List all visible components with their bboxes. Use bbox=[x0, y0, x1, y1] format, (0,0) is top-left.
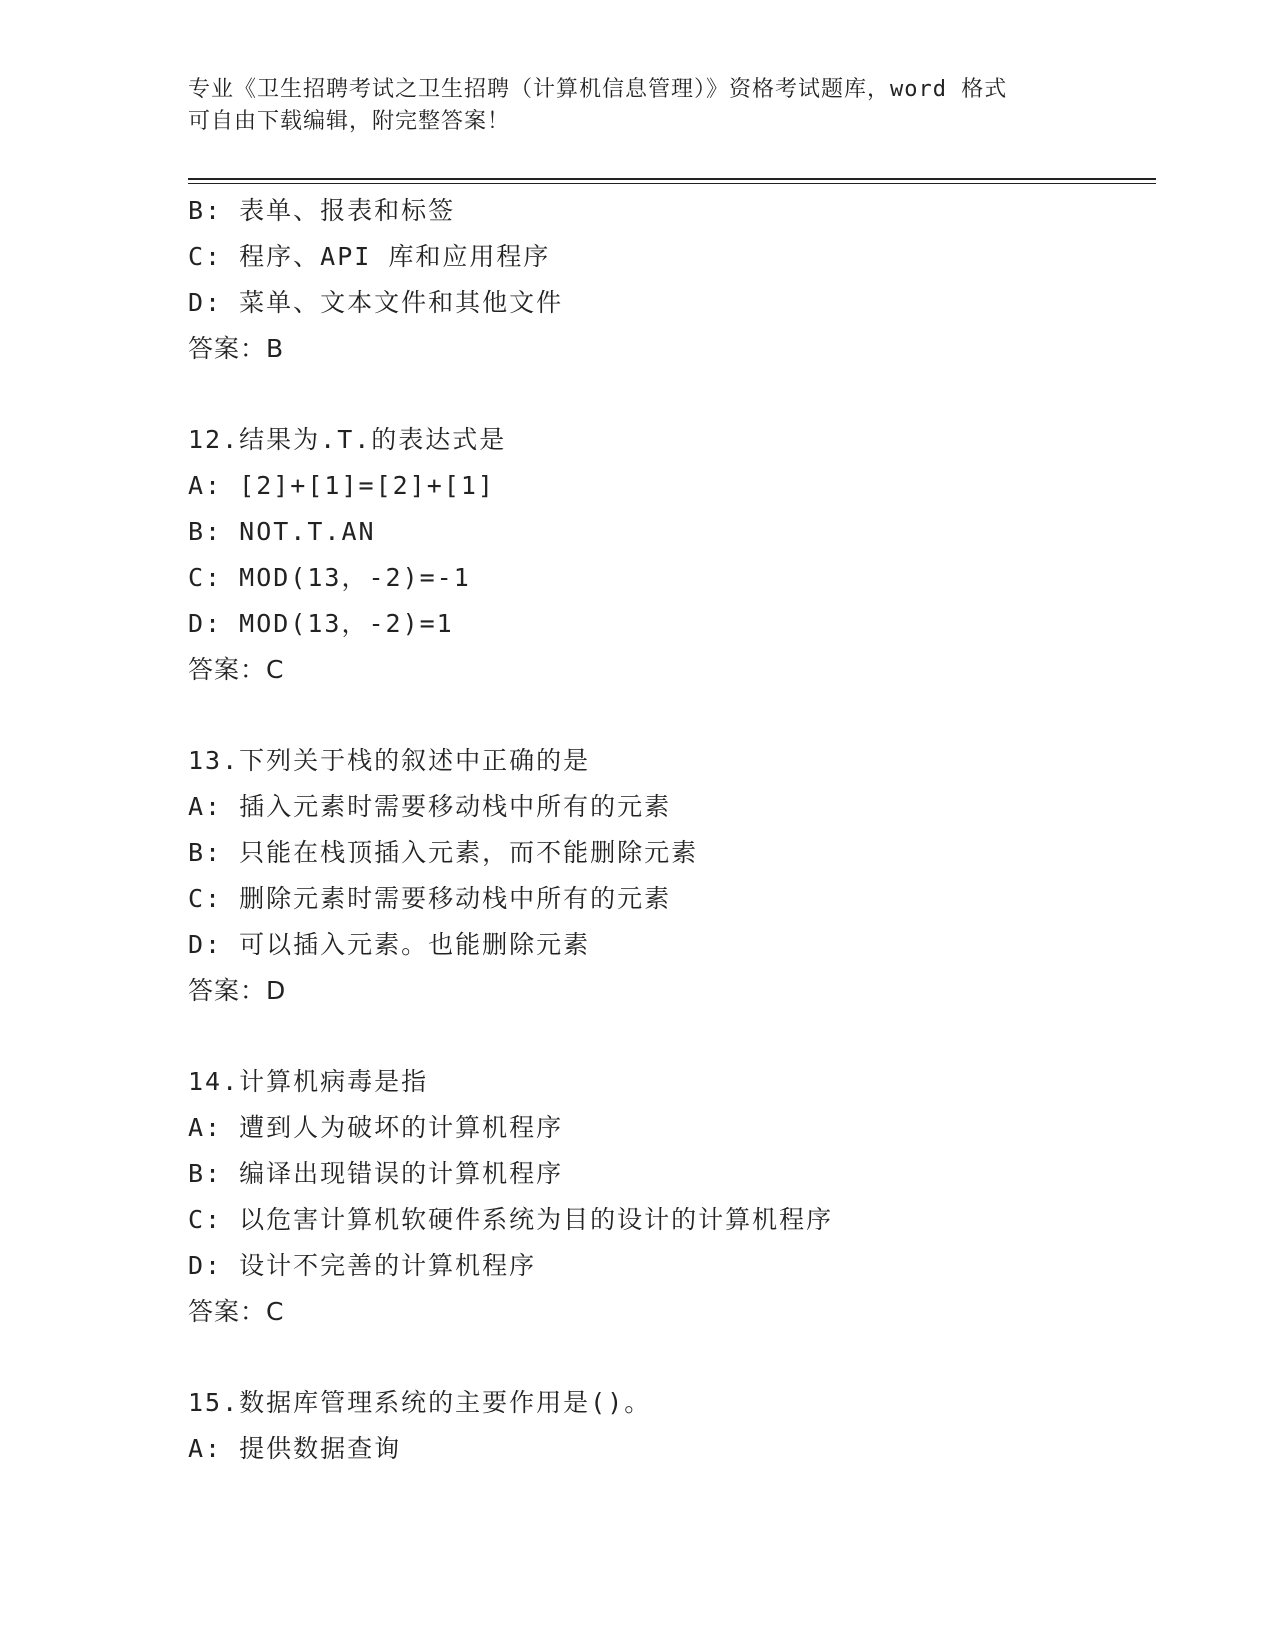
q14-option-a: A: 遭到人为破坏的计算机程序 bbox=[188, 1113, 564, 1142]
header-line-2: 可自由下载编辑，附完整答案！ bbox=[188, 109, 511, 134]
q11-answer: 答案：B bbox=[188, 334, 285, 363]
q14-question: 14.计算机病毒是指 bbox=[188, 1067, 429, 1096]
question-13 bbox=[188, 738, 1168, 1014]
header-divider bbox=[188, 178, 1156, 180]
q13-option-c: C: 删除元素时需要移动栈中所有的元素 bbox=[188, 884, 672, 913]
question-11 bbox=[188, 188, 1168, 372]
question-14 bbox=[188, 1059, 1168, 1335]
q13-question: 13.下列关于栈的叙述中正确的是 bbox=[188, 746, 591, 775]
q13-option-d: D: 可以插入元素。也能删除元素 bbox=[188, 930, 591, 959]
header-divider-thin bbox=[188, 183, 1156, 184]
q13-option-a: A: 插入元素时需要移动栈中所有的元素 bbox=[188, 792, 672, 821]
q13-option-b: B: 只能在栈顶插入元素，而不能删除元素 bbox=[188, 838, 699, 867]
q15-option-a: A: 提供数据查询 bbox=[188, 1434, 402, 1463]
q14-option-b: B: 编译出现错误的计算机程序 bbox=[188, 1159, 564, 1188]
question-list bbox=[188, 188, 1168, 1472]
question-12 bbox=[188, 417, 1168, 693]
q15-question: 15.数据库管理系统的主要作用是()。 bbox=[188, 1388, 652, 1417]
document-header bbox=[188, 74, 1088, 138]
q14-answer: 答案：C bbox=[188, 1297, 285, 1326]
q12-question: 12.结果为.T.的表达式是 bbox=[188, 425, 507, 454]
q12-answer: 答案：C bbox=[188, 655, 285, 684]
question-15 bbox=[188, 1380, 1168, 1472]
q12-option-d: D: MOD(13，-2)=1 bbox=[188, 609, 454, 638]
q13-answer: 答案：D bbox=[188, 976, 287, 1005]
header-line-1: 专业《卫生招聘考试之卫生招聘（计算机信息管理）》资格考试题库，word 格式 bbox=[188, 77, 1008, 102]
q14-option-c: C: 以危害计算机软硬件系统为目的设计的计算机程序 bbox=[188, 1205, 834, 1234]
q12-option-a: A: [2]+[1]=[2]+[1] bbox=[188, 471, 495, 500]
q12-option-b: B: NOT.T.AN bbox=[188, 517, 376, 546]
q12-option-c: C: MOD(13，-2)=-1 bbox=[188, 563, 471, 592]
q11-option-d: D: 菜单、文本文件和其他文件 bbox=[188, 288, 564, 317]
q14-option-d: D: 设计不完善的计算机程序 bbox=[188, 1251, 537, 1280]
q11-option-c: C: 程序、API 库和应用程序 bbox=[188, 242, 551, 271]
q11-option-b: B: 表单、报表和标签 bbox=[188, 196, 456, 225]
